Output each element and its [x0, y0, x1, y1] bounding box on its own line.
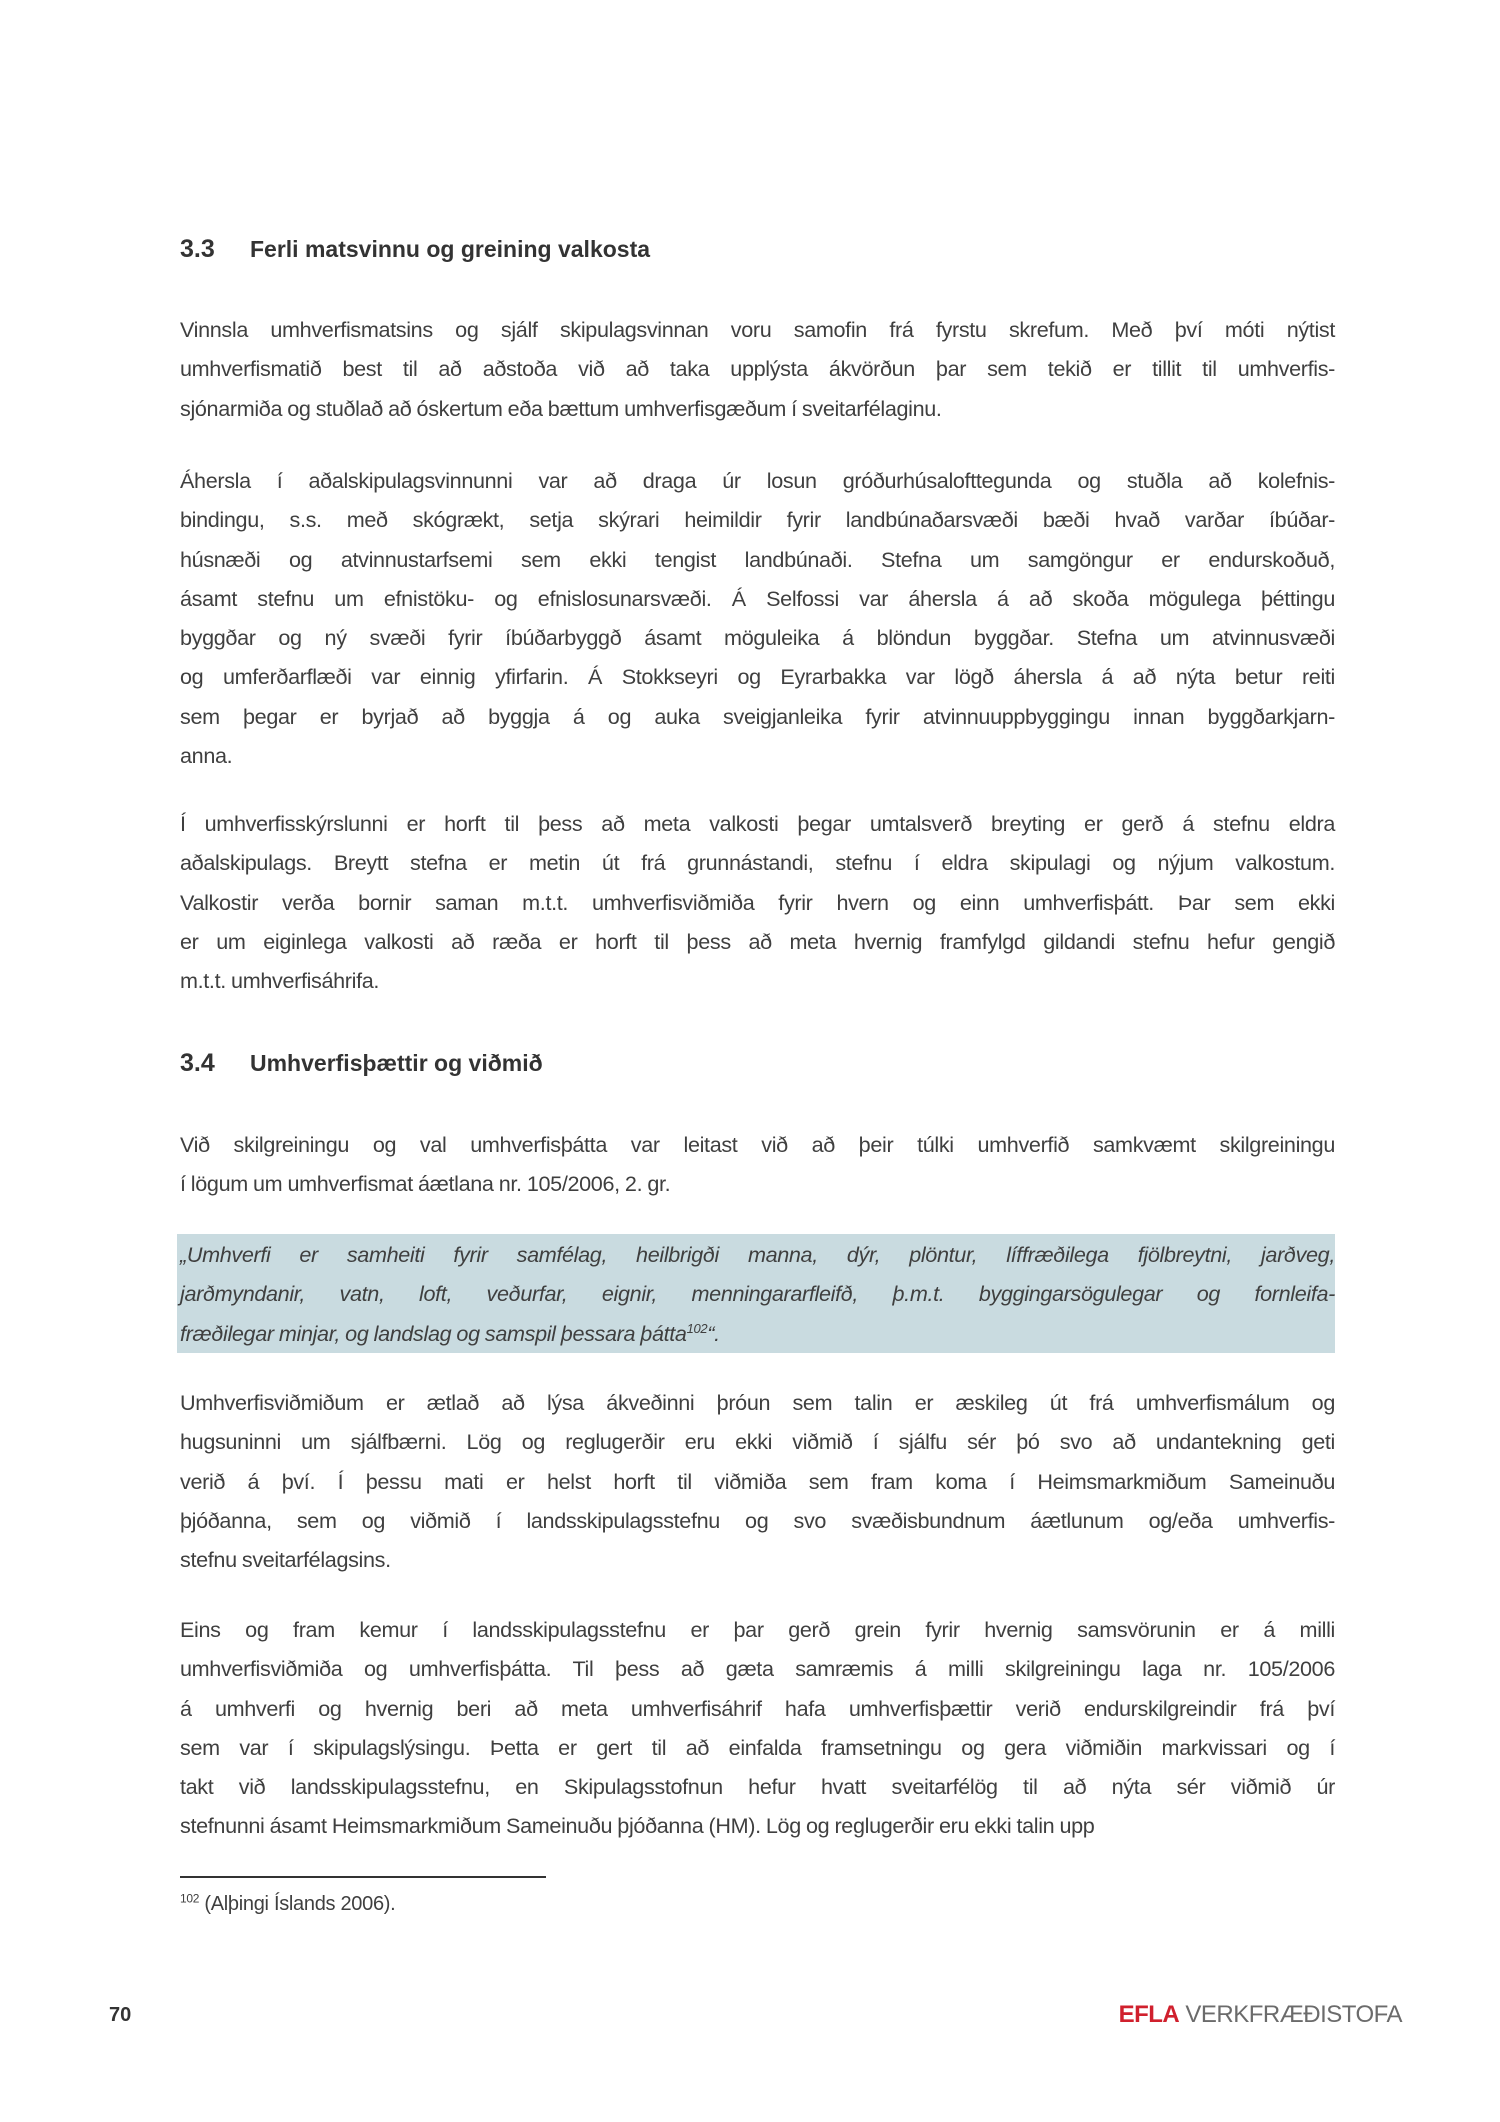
quote-text: fræðilegar minjar, og landslag og samspil þessara þátta — [180, 1320, 687, 1346]
footnote — [180, 1893, 395, 1916]
paragraph-line: í lögum um umhverfismat áætlana nr. 105/2006, 2. gr. — [180, 1171, 671, 1197]
quote-closing: “. — [707, 1320, 720, 1346]
logo-brand: EFLA — [1118, 2001, 1180, 2028]
section-number: 3.4 — [180, 1049, 215, 1077]
paragraph-line: Umhverfisviðmiðum er ætlað að lýsa ákveðinni þróun sem talin er æskileg út frá umhverfismálum og — [180, 1390, 1335, 1415]
paragraph-line: Við skilgreiningu og val umhverfisþátta var leitast við að þeir túlki umhverfið samkvæmt skilgreiningu — [180, 1132, 1335, 1157]
paragraph-line: þjóðanna, sem og viðmið í landsskipulagsstefnu og svo svæðisbundnum áætlunum og/eða umhverfis- — [180, 1507, 1335, 1533]
paragraph-line: stefnu sveitarfélagsins. — [180, 1547, 391, 1573]
page-number: 70 — [109, 2004, 132, 2026]
paragraph-line: sem var í skipulagslýsingu. Þetta er gert til að einfalda framsetningu og gera viðmiðin markvissari og í — [180, 1734, 1335, 1760]
paragraph-line: Í umhverfisskýrslunni er horft til þess að meta valkosti þegar umtalsverð breyting er gerð á stefnu eldra — [180, 811, 1335, 836]
paragraph-national-policy — [180, 1610, 1335, 1846]
paragraph-criteria — [180, 1383, 1335, 1579]
paragraph-line: Vinnsla umhverfismatsins og sjálf skipulagsvinnan voru samofin frá fyrstu skrefum. Með því móti nýtist — [180, 317, 1335, 342]
paragraph-line: umhverfismatið best til að aðstoða við að taka upplýsta ákvörðun þar sem tekið er tillit til umhverfis- — [180, 356, 1335, 382]
paragraph-line: er um eiginlega valkosti að ræða er horft til þess að meta hvernig framfylgd gildandi stefnu hefur gengið — [180, 928, 1335, 954]
paragraph-line: Eins og fram kemur í landsskipulagsstefnu er þar gerð grein fyrir hvernig samsvörunin er á milli — [180, 1617, 1335, 1642]
paragraph-line: stefnunni ásamt Heimsmarkmiðum Sameinuðu þjóðanna (HM). Lög og reglugerðir eru ekki talin upp — [180, 1813, 1095, 1839]
paragraph-line: sem þegar er byrjað að byggja á og auka sveigjanleika fyrir atvinnuuppbyggingu innan byggðarkjarn- — [180, 703, 1335, 729]
quote-line: „Umhverfi er samheiti fyrir samfélag, heilbrigði manna, dýr, plöntur, líffræðilega fjölbreytni, jarðveg, — [180, 1242, 1335, 1267]
paragraph-line: ásamt stefnu um efnistöku- og efnislosunarsvæði. Á Selfossi var áhersla á að skoða mögulega þéttingu — [180, 585, 1335, 611]
paragraph-line: og umferðarflæði var einnig yfirfarin. Á Stokkseyri og Eyrarbakka var lögð áhersla á að nýta betur reiti — [180, 664, 1335, 690]
paragraph-line: byggðar og ný svæði fyrir íbúðarbyggð ásamt möguleika á blöndun byggðar. Stefna um atvinnusvæði — [180, 625, 1335, 651]
footnote-ref[interactable]: 102 — [686, 1320, 708, 1336]
paragraph-process — [180, 310, 1335, 428]
paragraph-line: m.t.t. umhverfisáhrifa. — [180, 968, 380, 994]
paragraph-line: umhverfisviðmiða og umhverfisþátta. Til þess að gæta samræmis á milli skilgreiningu laga nr. 105/2006 — [180, 1656, 1335, 1682]
section-heading-3-3 — [180, 235, 650, 264]
footnote-text: (Alþingi Íslands 2006). — [204, 1893, 396, 1915]
footnote-number: 102 — [180, 1891, 200, 1906]
paragraph-line: takt við landsskipulagsstefnu, en Skipulagsstofnun hefur hvatt sveitarfélög til að nýta sér viðmið úr — [180, 1774, 1335, 1800]
section-heading-3-4 — [180, 1049, 543, 1078]
paragraph-line: Áhersla í aðalskipulagsvinnunni var að draga úr losun gróðurhúsalofttegunda og stuðla að kolefnis- — [180, 468, 1335, 493]
quote-line: jarðmyndanir, vatn, loft, veðurfar, eignir, menningararfleifð, þ.m.t. byggingarsögulegar og fornleifa- — [180, 1281, 1335, 1307]
paragraph-line: húsnæði og atvinnustarfsemi sem ekki tengist landbúnaði. Stefna um samgöngur er endurskoðuð, — [180, 546, 1335, 572]
paragraph-line: á umhverfi og hvernig beri að meta umhverfisáhrif hafa umhverfisþættir verið endurskilgreindir frá því — [180, 1695, 1335, 1721]
section-title: Umhverfisþættir og viðmið — [250, 1050, 543, 1076]
paragraph-line: Valkostir verða bornir saman m.t.t. umhverfisviðmiða fyrir hvern og einn umhverfisþátt. Þar sem ekki — [180, 889, 1335, 915]
section-number: 3.3 — [180, 235, 215, 263]
paragraph-line: anna. — [180, 743, 233, 769]
paragraph-line: hugsuninni um sjálfbærni. Lög og reglugerðir eru ekki viðmið í sjálfu sér þó svo að undantekning geti — [180, 1429, 1335, 1455]
footnote-divider — [180, 1876, 546, 1878]
paragraph-line: aðalskipulags. Breytt stefna er metin út frá grunnástandi, stefnu í eldra skipulagi og nýjum valkostum. — [180, 850, 1335, 876]
section-title: Ferli matsvinnu og greining valkosta — [250, 236, 651, 262]
paragraph-definition — [180, 1125, 1335, 1204]
paragraph-line: bindingu, s.s. með skógrækt, setja skýrari heimildir fyrir landbúnaðarsvæði bæði hvað varðar íbúðar- — [180, 507, 1335, 533]
paragraph-line: verið á því. Í þessu mati er helst horft til viðmiða sem fram koma í Heimsmarkmiðum Sameinuðu — [180, 1468, 1335, 1494]
paragraph-alternatives — [180, 804, 1335, 1000]
efla-logo — [1119, 2001, 1402, 2029]
quote-line-last — [177, 1314, 1335, 1353]
law-quote-box — [177, 1234, 1335, 1353]
paragraph-line: sjónarmiða og stuðlað að óskertum eða bættum umhverfisgæðum í sveitarfélaginu. — [180, 395, 942, 421]
logo-text: VERKFRÆÐISTOFA — [1185, 2001, 1402, 2028]
paragraph-emphasis — [180, 461, 1335, 775]
